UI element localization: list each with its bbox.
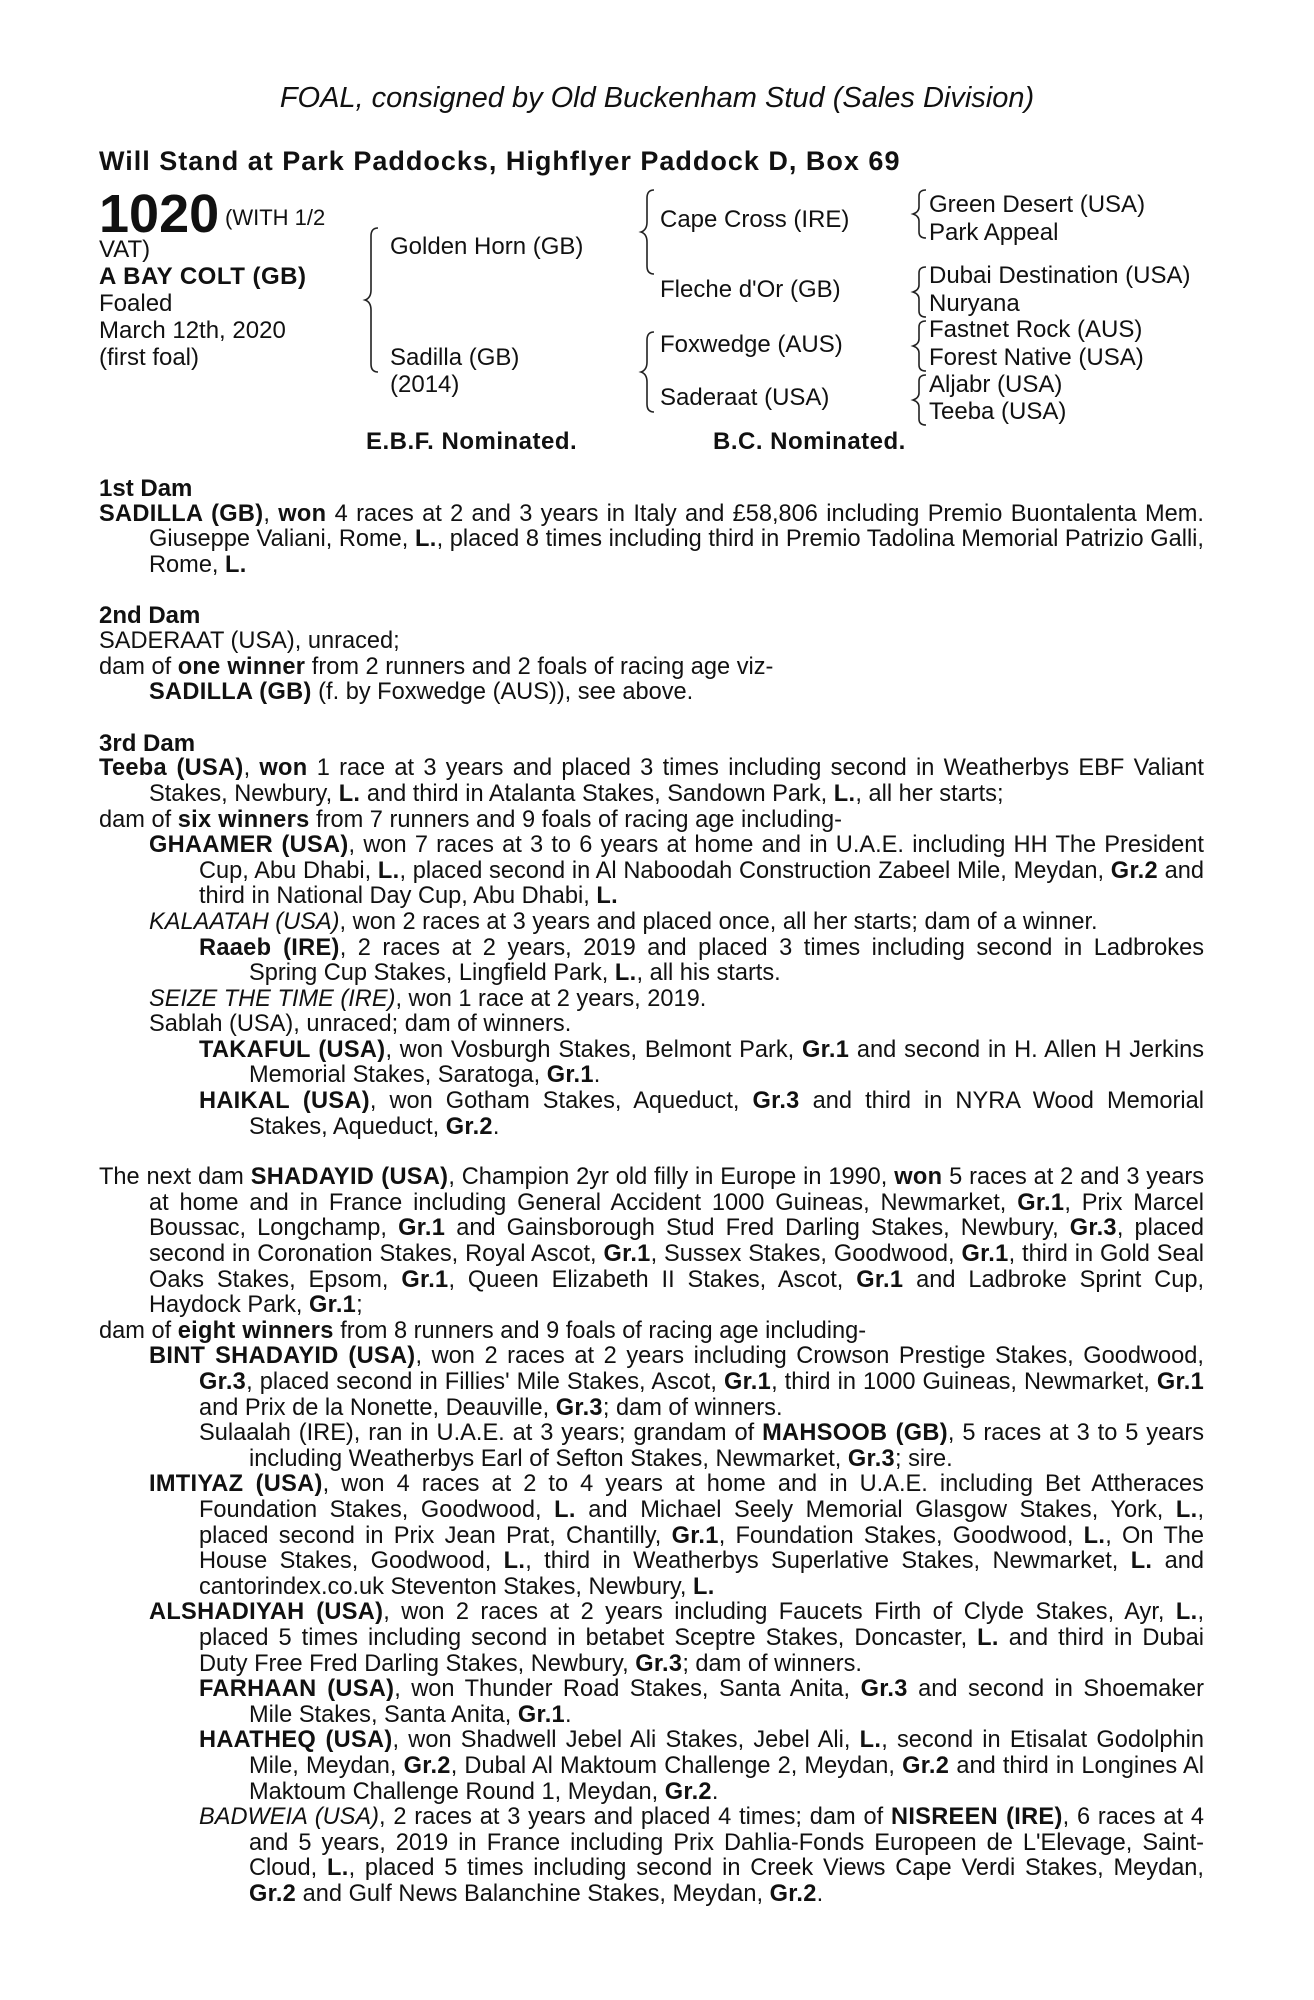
progeny-raaeb: Raaeb (IRE), 2 races at 2 years, 2019 and placed 3 times including second in Ladbrokes Spring Cup Stakes, Lingfield Park, L., all his starts. [199,934,1204,987]
progeny-bint-shadayid: BINT SHADAYID (USA), won 2 races at 2 years including Crowson Prestige Stakes, Goodwood, Gr.3, placed second in Fillies' Mile Stakes, Ascot, Gr.1, third in 1000 Guineas, Newmarket, Gr.1 and Prix de la Nonette, Deauville, Gr.3; dam of winners. [149,1343,1204,1421]
second-dam-line: SADERAAT (USA), unraced; [99,627,400,654]
progeny-farhaan: FARHAAN (USA), won Thunder Road Stakes, Santa Anita, Gr.3 and second in Shoemaker Mile Stakes, Santa Anita, Gr.1. [199,1676,1205,1728]
pedigree-sire: Golden Horn (GB) [390,233,584,260]
progeny-kalaatah: KALAATAH (USA), won 2 races at 3 years and placed once, all her starts; dam of a winner. [149,908,1098,935]
pedigree-dam-year: (2014) [390,371,460,398]
catalogue-body [99,476,1204,1907]
third-dam-produce: dam of six winners from 7 runners and 9 foals of racing age including- [99,806,842,833]
first-dam-record: SADILLA (GB), won 4 races at 2 and 3 years in Italy and £58,806 including Premio Buontalenta Mem. Giuseppe Valiani, Rome, L., placed 8 times including third in Premio Tadolina Memorial Patrizio Galli, Rome, L. [99,500,1204,578]
stand-location: Will Stand at Park Paddocks, Highflyer Paddock D, Box 69 [99,146,901,176]
progeny-badweia: BADWEIA (USA), 2 races at 3 years and placed 4 times; dam of NISREEN (IRE), 6 races at 4 and 5 years, 2019 in France including Prix Dahlia-Fonds Europeen de L'Elevage, Saint-Cloud, L., placed 5 times including second in Creek Views Cape Verdi Stakes, Meydan, Gr.2 and Gulf News Balanchine Stakes, Meydan, Gr.2. [199,1804,1205,1907]
progeny-takaful: TAKAFUL (USA), won Vosburgh Stakes, Belmont Park, Gr.1 and second in H. Allen H Jerkins Memorial Stakes, Saratoga, Gr.1. [199,1036,1204,1089]
next-dam-record: The next dam SHADAYID (USA), Champion 2yr old filly in Europe in 1990, won 5 races at 2 and 3 years at home and in France including General Accident 1000 Guineas, Newmarket, Gr.1, Prix Marcel Boussac, Longchamp, Gr.1 and Gainsborough Stud Fred Darling Stakes, Newbury, Gr.3, placed second in Coronation Stakes, Royal Ascot, Gr.1, Sussex Stakes, Goodwood, Gr.1, third in Gold Seal Oaks Stakes, Epsom, Gr.1, Queen Elizabeth II Stakes, Ascot, Gr.1 and Ladbroke Sprint Cup, Haydock Park, Gr.1; [99,1164,1205,1319]
lot-title: A BAY COLT (GB) [99,263,307,290]
progeny-imtiyaz: IMTIYAZ (USA), won 4 races at 2 to 4 years at home and in U.A.E. including Bet Attheraces Foundation Stakes, Goodwood, L. and Michael Seely Memorial Glasgow Stakes, York, L., placed second in Prix Jean Prat, Chantilly, Gr.1, Foundation Stakes, Goodwood, L., On The House Stakes, Goodwood, L., third in Weatherbys Superlative Stakes, Newmarket, L. and cantorindex.co.uk Steventon Stakes, Newbury, L. [149,1471,1205,1600]
foal-note: (first foal) [99,344,200,371]
pedigree-dam-dam: Saderaat (USA) [660,384,830,411]
foaled-date: March 12th, 2020 [99,317,286,344]
consignor-line: FOAL, consigned by Old Buckenham Stud (Sales Division) [279,82,1035,114]
pedigree-g3-5: Fastnet Rock (AUS) [929,316,1143,343]
progeny-sulaalah: Sulaalah (IRE), ran in U.A.E. at 3 years; grandam of MAHSOOB (GB), 5 races at 3 to 5 years including Weatherbys Earl of Sefton Stakes, Newmarket, Gr.3; sire. [199,1420,1204,1472]
third-dam-record: Teeba (USA), won 1 race at 3 years and placed 3 times including second in Weatherbys EBF Valiant Stakes, Newbury, L. and third in Atalanta Stakes, Sandown Park, L., all her starts; [99,755,1204,807]
pedigree-g3-2: Park Appeal [929,219,1059,246]
won-label: won [278,500,327,527]
foaled-label: Foaled [99,290,173,317]
pedigree-dam: Sadilla (GB) [390,344,520,371]
progeny-sablah: Sablah (USA), unraced; dam of winners. [149,1011,572,1038]
second-dam-produce: dam of one winner from 2 runners and 2 foals of racing age viz- [99,653,774,680]
pedigree-g3-8: Teeba (USA) [929,398,1067,425]
vat-note: (WITH 1/2 [225,205,326,230]
pedigree-g3-1: Green Desert (USA) [929,191,1146,218]
pedigree-sire-dam: Fleche d'Or (GB) [660,276,841,303]
pedigree-g3-4: Nuryana [929,290,1020,317]
lot-number: 1020 [99,184,220,244]
second-dam-progeny: SADILLA (GB) (f. by Foxwedge (AUS)), see above. [149,679,694,706]
dam-name: SADILLA (GB) [99,500,264,527]
next-dam-produce: dam of eight winners from 8 runners and 9 foals of racing age including- [99,1317,867,1344]
vat-note-cont: VAT) [99,236,151,263]
pedigree-sire-sire: Cape Cross (IRE) [660,206,850,233]
ebf-nominated: E.B.F. Nominated. [366,428,578,455]
pedigree-brackets [0,0,1314,460]
progeny-haikal: HAIKAL (USA), won Gotham Stakes, Aqueduct, Gr.3 and third in NYRA Wood Memorial Stakes, Aqueduct, Gr.2. [199,1088,1204,1140]
bc-nominated: B.C. Nominated. [713,428,906,455]
third-dam-heading: 3rd Dam [99,729,196,757]
pedigree-g3-6: Forest Native (USA) [929,344,1144,371]
progeny-seize-the-time: SEIZE THE TIME (IRE), won 1 race at 2 years, 2019. [149,985,707,1012]
second-dam-heading: 2nd Dam [99,602,201,630]
progeny-alshadiyah: ALSHADIYAH (USA), won 2 races at 2 years including Faucets Firth of Clyde Stakes, Ayr, L., placed 5 times including second in betabet Sceptre Stakes, Doncaster, L. and third in Dubai Duty Free Fred Darling Stakes, Newbury, Gr.3; dam of winners. [149,1599,1205,1677]
pedigree-g3-7: Aljabr (USA) [929,371,1063,398]
progeny-haatheq: HAATHEQ (USA), won Shadwell Jebel Ali Stakes, Jebel Ali, L., second in Etisalat Godolphin Mile, Meydan, Gr.2, Dubal Al Maktoum Challenge 2, Meydan, Gr.2 and third in Longines Al Maktoum Challenge Round 1, Meydan, Gr.2. [199,1727,1204,1805]
progeny-ghaamer: GHAAMER (USA), won 7 races at 3 to 6 years at home and in U.A.E. including HH The President Cup, Abu Dhabi, L., placed second in Al Naboodah Construction Zabeel Mile, Meydan, Gr.2 and third in National Day Cup, Abu Dhabi, L. [149,832,1205,910]
pedigree-dam-sire: Foxwedge (AUS) [660,331,843,358]
first-dam-heading: 1st Dam [99,475,193,502]
pedigree-g3-3: Dubai Destination (USA) [929,262,1191,289]
